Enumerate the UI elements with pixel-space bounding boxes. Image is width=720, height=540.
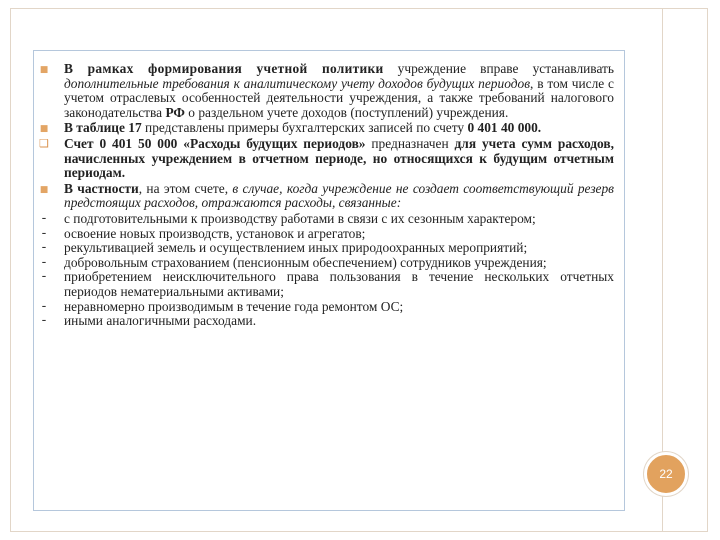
bullet-text-italic: дополнительные требования к аналитическому учету доходов будущих периодов	[64, 75, 531, 91]
bullet-item	[40, 62, 614, 120]
dash-marker: -	[41, 254, 47, 270]
dash-list-item	[40, 270, 614, 299]
dash-item-text: добровольным страхованием (пенсионным обеспечением) сотрудников учреждения;	[64, 254, 547, 270]
bullet-text-bold: В рамках формирования учетной политики	[64, 61, 384, 76]
page-number: 22	[659, 467, 673, 481]
square-bullet-icon: ■	[39, 65, 49, 75]
dash-item-text: с подготовительными к производству работами в связи с их сезонным характером;	[64, 210, 536, 226]
dash-marker: -	[41, 210, 47, 226]
dash-list-item	[40, 212, 614, 227]
square-bullet-icon: ■	[39, 124, 49, 135]
bullet-text-bold: Счет 0 401 50 000 «Расходы будущих периодов»	[64, 135, 366, 151]
dash-marker: -	[41, 225, 47, 241]
dash-list-item	[40, 300, 614, 315]
checkbox-bullet-icon: ❑	[39, 136, 49, 150]
bullet-text: представлены примеры бухгалтерских записей по счету	[141, 120, 468, 136]
bullet-text: предназначен	[365, 135, 455, 151]
bullet-text-italic: в случае, когда учреждение не создает соответствующий резерв предстоящих расходов, отражаются расходы, связанные:	[64, 180, 614, 211]
dash-item-text: приобретением неисключительного права пользования в течение нескольких отчетных периодов нематериальными активами;	[64, 269, 614, 299]
bullet-text: , на этом счете,	[138, 180, 233, 196]
dash-list-item	[40, 314, 614, 329]
dash-list-item	[40, 241, 614, 256]
dash-item-text: иными аналогичными расходами.	[64, 313, 257, 329]
dash-item-text: рекультивацией земель и осуществлением иных природоохранных мероприятий;	[64, 240, 528, 256]
bullet-text: о раздельном учете доходов (поступлений) учреждения.	[184, 104, 509, 120]
page-number-badge	[644, 452, 688, 496]
dash-item-text: неравномерно производимым в течение года ремонтом ОС;	[64, 298, 404, 314]
dash-list-item	[40, 256, 614, 271]
bullet-text: , в том числе с учетом отраслевых особенностей деятельности учреждения, а также требований налогового законодательства	[64, 75, 614, 120]
dash-marker: -	[41, 298, 47, 314]
bullet-item	[40, 182, 614, 211]
dash-list-item	[40, 227, 614, 242]
bullet-text: учреждение вправе устанавливать	[383, 61, 614, 76]
bullet-text-bold: В частности	[64, 180, 139, 196]
bullet-item	[40, 137, 614, 181]
square-bullet-icon: ■	[39, 184, 49, 195]
bullet-item	[40, 121, 614, 136]
dash-item-text: освоение новых производств, установок и агрегатов;	[64, 225, 366, 241]
slide-content	[40, 62, 614, 329]
bullet-text-bold: 0 401 40 000.	[467, 120, 542, 136]
dash-marker: -	[41, 269, 47, 285]
bullet-text-bold: РФ	[165, 104, 185, 120]
bullet-text-bold: для учета сумм расходов, начисленных учреждением в отчетном периоде, но относящихся к будущим отчетным периодам.	[64, 135, 614, 181]
bullet-text-bold: В таблице 17	[64, 120, 142, 136]
dash-marker: -	[41, 240, 47, 256]
dash-marker: -	[41, 313, 47, 329]
